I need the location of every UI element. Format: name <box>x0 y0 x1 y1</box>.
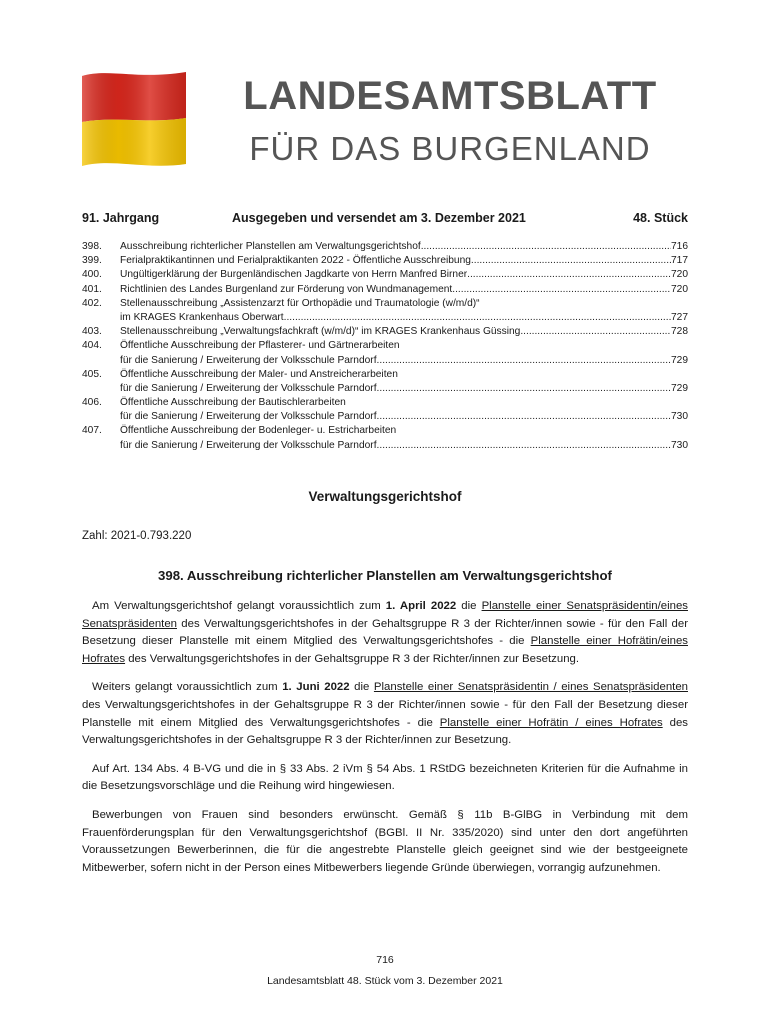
toc-row <box>82 283 688 297</box>
date-emphasis: 1. April 2022 <box>385 600 457 612</box>
toc-page-number: 727 <box>671 311 688 323</box>
section-heading: Verwaltungsgerichtshof <box>308 489 462 504</box>
paragraph-text: Weiters gelangt voraussichtlich zum <box>92 681 283 694</box>
toc-item-title: Ferialpraktikantinnen und Ferialpraktikanten 2022 - Öffentliche Ausschreibung ..... 717 <box>120 254 688 268</box>
toc-page-number: 716 <box>671 241 688 252</box>
paragraph-text: Am Verwaltungsgerichtshof gelangt voraussichtlich zum <box>92 600 386 612</box>
toc-item-title: für die Sanierung / Erweiterung der Volksschule Parndorf ..... 729 <box>120 382 688 396</box>
toc-item-number: 399. <box>82 255 102 267</box>
toc-item-number <box>82 410 120 424</box>
toc-item-title: für die Sanierung / Erweiterung der Volksschule Parndorf ..... 730 <box>120 410 688 424</box>
toc-page-number: 717 <box>671 255 688 267</box>
toc-item-number: 401. <box>82 283 102 295</box>
toc-item-title: Richtlinien des Landes Burgenland zur Förderung von Wundmanagement ..... 720 <box>120 283 688 297</box>
toc-item-number: 406. <box>82 397 102 409</box>
position-title: Planstelle einer Senatspräsidentin / eines Senatspräsidenten <box>373 681 688 694</box>
toc-page-number: 720 <box>671 283 688 295</box>
article-body <box>82 598 688 888</box>
paragraph-text: die <box>349 681 374 694</box>
paragraph-text: die <box>456 600 482 612</box>
date-emphasis: 1. Juni 2022 <box>282 681 350 694</box>
toc-item-number: 405. <box>82 368 102 380</box>
toc-item-title: im KRAGES Krankenhaus Oberwart ..... 727 <box>120 311 688 325</box>
toc-row <box>82 439 688 453</box>
toc-page-number: 720 <box>671 269 688 281</box>
toc-row <box>82 396 688 410</box>
reference-number: Zahl: 2021-0.793.220 <box>82 530 192 542</box>
paragraph-4: Bewerbungen von Frauen sind besonders erwünscht. Gemäß § 11b B-GlBG in Verbindung mit dem Frauenförderungsplan für den Verwaltungsgerichtshof (BGBl. II Nr. 335/2020) sind unter den dort angeführten Voraussetzungen Bewerberinnen, die für die angestrebte Planstelle gleich geeignet sind wie der bestgeeignete Mitbewerber, sofern nicht in der Person eines Mitbewerbers liegende Gründe überwiegen, vorrangig aufzunehmen. <box>82 808 688 874</box>
paragraph-2 <box>82 679 688 749</box>
paragraph-text: des Verwaltungsgerichtshofes in der Gehaltsgruppe R 3 der Richter/innen sowie - für den Fall der Besetzung dieser Planstelle mit einem Mitglied des Verwaltungsgerichtshofes - die <box>82 617 688 648</box>
toc-item-number <box>82 311 120 325</box>
toc-item-title: Ausschreibung richterlicher Planstellen am Verwaltungsgerichtshof ..... 716 <box>120 240 688 254</box>
toc-item-title: für die Sanierung / Erweiterung der Volksschule Parndorf ..... 729 <box>120 354 688 368</box>
toc-row <box>82 268 688 282</box>
toc-item-number: 402. <box>82 297 102 309</box>
toc-item-number: 400. <box>82 269 102 281</box>
toc-row <box>82 311 688 325</box>
toc-page-number: 728 <box>671 326 688 338</box>
toc-item-title: Öffentliche Ausschreibung der Bodenleger- u. Estricharbeiten <box>120 425 397 437</box>
publication-title: LANDESAMTSBLATT <box>243 74 657 118</box>
jahrgang-label: 91. Jahrgang <box>82 211 160 225</box>
toc-row <box>82 325 688 339</box>
toc-page-number: 730 <box>671 439 688 451</box>
page-number: 716 <box>376 954 394 966</box>
toc-row <box>82 339 688 353</box>
article-title: 398. Ausschreibung richterlicher Planstellen am Verwaltungsgerichtshof <box>158 568 612 583</box>
toc-page-number: 729 <box>671 382 688 394</box>
toc-item-title: Ungültigerklärung der Burgenländischen Jagdkarte von Herrn Manfred Birner ..... 720 <box>120 268 688 282</box>
toc-row <box>82 368 688 382</box>
table-of-contents <box>82 240 688 453</box>
toc-row <box>82 240 688 254</box>
toc-row <box>82 254 688 268</box>
toc-item-number <box>82 382 120 396</box>
toc-item-title: Stellenausschreibung „Verwaltungsfachkraft (w/m/d)“ im KRAGES Krankenhaus Güssing ..... 728 <box>120 325 688 339</box>
paragraph-1 <box>82 598 688 668</box>
toc-row <box>82 297 688 311</box>
paragraph-3: Auf Art. 134 Abs. 4 B-VG und die in § 33 Abs. 2 iVm § 54 Abs. 1 RStDG bezeichneten Kriterien für die Aufnahme in die Besetzungsvorschläge und die Reihung wird hingewiesen. <box>82 762 688 793</box>
position-title: Planstelle einer Senatspräsidentin/eines Senatspräsidenten <box>82 600 688 630</box>
toc-item-title: Öffentliche Ausschreibung der Maler- und Anstreicherarbeiten <box>120 368 398 380</box>
toc-row <box>82 424 688 438</box>
toc-item-number: 407. <box>82 425 102 437</box>
stueck-label: 48. Stück <box>633 211 688 225</box>
toc-item-number <box>82 354 120 368</box>
toc-item-number: 403. <box>82 326 102 338</box>
page-footer: Landesamtsblatt 48. Stück vom 3. Dezember 2021 <box>267 975 503 987</box>
paragraph-text: des Verwaltungsgerichtshofes in der Gehaltsgruppe R 3 der Richter/innen zur Besetzung. <box>82 716 689 747</box>
toc-item-number: 398. <box>82 241 102 252</box>
issue-date-label: Ausgegeben und versendet am 3. Dezember 2021 <box>232 211 526 225</box>
burgenland-flag-logo <box>78 66 190 170</box>
toc-item-title: für die Sanierung / Erweiterung der Volksschule Parndorf ..... 730 <box>120 439 688 453</box>
toc-row <box>82 410 688 424</box>
toc-item-title: Öffentliche Ausschreibung der Pflasterer- und Gärtnerarbeiten <box>120 340 400 352</box>
toc-row <box>82 382 688 396</box>
toc-page-number: 729 <box>671 354 688 366</box>
toc-item-title: Stellenausschreibung „Assistenzarzt für Orthopädie und Traumatologie (w/m/d)“ <box>120 297 480 309</box>
position-title: Planstelle einer Hofrätin / eines Hofrates <box>439 716 663 729</box>
paragraph-text: des Verwaltungsgerichtshofes in der Gehaltsgruppe R 3 der Richter/innen sowie - für den Fall der Besetzung dieser Planstelle mit einem Mitglied des Verwaltungsgerichtshofes - die <box>82 698 688 729</box>
paragraph-text: des Verwaltungsgerichtshofes in der Gehaltsgruppe R 3 der Richter/innen zur Besetzung. <box>125 652 580 665</box>
toc-row <box>82 354 688 368</box>
toc-item-number <box>82 439 120 453</box>
toc-item-number: 404. <box>82 340 102 352</box>
toc-item-title: Öffentliche Ausschreibung der Bautischlerarbeiten <box>120 397 346 409</box>
toc-page-number: 730 <box>671 411 688 423</box>
position-title: Planstelle einer Hofrätin/eines Hofrates <box>82 635 688 665</box>
publication-subtitle: FÜR DAS BURGENLAND <box>249 130 651 167</box>
